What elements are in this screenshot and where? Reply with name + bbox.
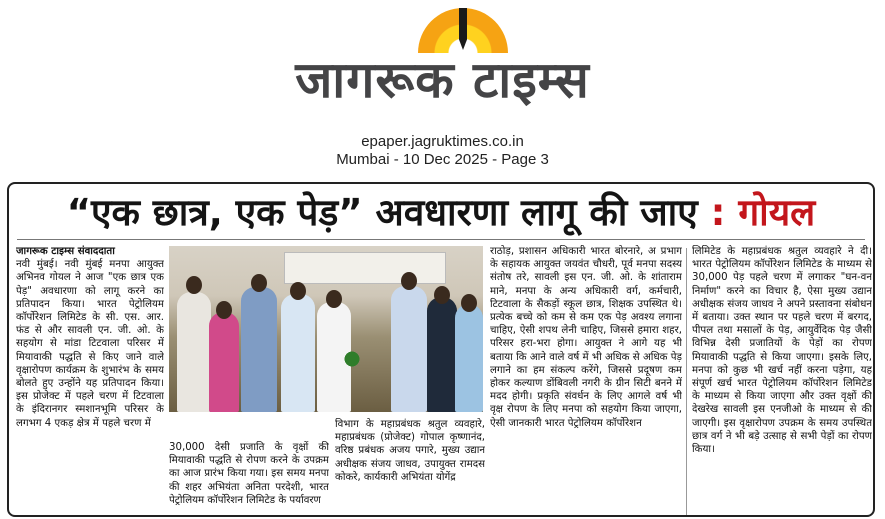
headline-colon: : xyxy=(710,191,726,234)
newspaper-logo[interactable]: जागरूक टाइम्स xyxy=(295,51,590,109)
photo-person-head xyxy=(434,286,450,304)
photo-person xyxy=(209,312,239,412)
photo-person-head xyxy=(186,276,202,294)
photo-person-head xyxy=(251,274,267,292)
photo-person-head xyxy=(290,282,306,300)
article-headline xyxy=(9,184,873,242)
photo-person-head xyxy=(461,294,477,312)
photo-person-head xyxy=(326,290,342,308)
article-photo[interactable] xyxy=(169,246,483,412)
article-column-1 xyxy=(16,245,164,517)
headline-divider xyxy=(17,239,865,240)
masthead xyxy=(0,0,885,180)
photo-person xyxy=(455,304,483,412)
photo-person xyxy=(391,286,427,412)
photo-person xyxy=(281,294,315,412)
column-divider xyxy=(686,248,687,516)
headline-text: “एक छात्र, एक पेड़” अवधारणा लागू की जाए xyxy=(66,191,698,234)
photo-banner xyxy=(284,252,446,284)
photo-person xyxy=(177,292,211,412)
photo-person-head xyxy=(401,272,417,290)
site-url[interactable]: epaper.jagruktimes.co.in xyxy=(361,133,524,150)
headline-speaker: गोयल xyxy=(738,191,816,234)
article-column-4 xyxy=(490,245,682,517)
column-1-text: नवी मुंबई। नवी मुंबई मनपा आयुक्त अभिनव गोयल ने आज "एक छात्र एक पेड़" अवधारणा को लागू करने का प्रतिपादन किया। भारत पेट्रोलियम कॉर्पोरेशन लिमिटेड के सी. एस. आर. फंड से और सावली एन. जी. ओ. के सहयोग से मांडा टिटवाला परिसर में मियावाकी पद्धति से किए जाने वाले वृक्षारोपण कार्यक्रम के शुभारंभ के समय बोलते हुए उन्होंने यह प्रतिपादन किया। इस प्रोजेक्ट में पहले चरण में टिटवाला के इंदिरानगर स्मशानभूमि परिसर के लगभग 4 एकड़ क्षेत्र में पहले चरण में xyxy=(16,259,164,429)
column-4-text: राठोड़, प्रशासन अधिकारी भारत बोरनारे, अ प्रभाग के सहायक आयुक्त जयवंत चौधरी, पूर्व मनपा सदस्य संतोष तरे, सावली इस एन. जी. ओ. के शांताराम माने, मनपा के अन्य अधिकारी वर्ग, कर्मचारी, टिटवाला के सैकड़ों स्कूल छात्र, शिक्षक उपस्थित थे। प्रत्येक बच्चे को कम से कम एक पेड़ अवश्य लगाना चाहिए, ऐसी शपथ लेनी चाहिए, जिससे हमारा शहर, परिसर हरा-भरा होगा। आयुक्त ने आगे यह भी बताया कि आने वाले वर्ष में भी अधिक से अधिक पेड़ लगाने का हम संकल्प करेंगे, जिससे प्रदूषण कम होकर कल्याण डोंबिवली नगरी के ग्रीन सिटी बनने में मदद होगी। प्रकृति संवर्धन के लिए आगले वर्ष भी वृक्ष रोपण के लिए मनपा को सहयोग किया जाएगा, ऐसी जानकारी भारत पेट्रोलियम कॉर्पोरेशन xyxy=(490,246,682,429)
sapling xyxy=(339,346,365,372)
article-column-5 xyxy=(692,245,872,517)
article-byline: जागरूक टाइम्स संवाददाता xyxy=(16,246,115,257)
photo-person xyxy=(241,287,277,412)
column-2-text: 30,000 देसी प्रजाति के वृक्षों की मियावाकी पद्धति से रोपण करने के उपक्रम का आज प्रारंभ किया गया। इस समय मनपा की शहर अभियंता अनिता परदेशी, भारत पेट्रोलियम कॉर्पोरेशन लिमिटेड के पर्यावरण xyxy=(169,442,329,506)
article-column-2 xyxy=(169,441,329,517)
photo-person-head xyxy=(216,301,232,319)
column-5-text: लिमिटेड के महाप्रबंधक श्रतुल व्यवहारे ने दी। भारत पेट्रोलियम कॉर्पोरेशन लिमिटेड के माध्यम से 30,000 पेड़ पहले चरण में लगाकर "घन-वन निर्माण" करने का विचार है, ऐसा मुख्य उद्यान अधीक्षक संजय जाधव ने अपने प्रस्तावना संबोधन में बताया। उक्त स्थान पर पहले चरण में बरगद, पीपल तथा मसालों के पेड़, आयुर्वेदिक पेड़ जैसी विभिन्न देसी प्रजातियों के पेड़ों का रोपण मियावाकी पद्धति से किया जाएगा। इसके लिए, मनपा को कुछ भी खर्च नहीं करना पड़ेगा, यह संपूर्ण खर्च भारत पेट्रोलियम कॉर्पोरेशन लिमिटेड के माध्यम से किया जाएगा और उक्त वृक्षों की देखरेख सावली इस एनजीओ के माध्यम से की जाएगी। इस वृक्षारोपण उपक्रम के समय उपस्थित छात्र वर्ग ने भी बड़े उत्साह से सभी पेड़ों का रोपण किया। xyxy=(692,246,872,456)
column-3-text: विभाग के महाप्रबंधक श्रतुल व्यवहारे, महाप्रबंधक (प्रोजेक्ट) गोपाल कृष्णानंद, वरिष्ठ प्रबंधक अजय पगारे, मुख्य उद्यान अधीक्षक संजय जाधव, उपायुक्त रामदस कोकरे, कार्यकारी अभियंता योगेंद्र xyxy=(335,419,485,483)
article-column-3 xyxy=(335,418,485,517)
photo-person xyxy=(427,297,457,412)
article-frame xyxy=(7,182,875,517)
issue-info: Mumbai - 10 Dec 2025 - Page 3 xyxy=(336,151,549,168)
